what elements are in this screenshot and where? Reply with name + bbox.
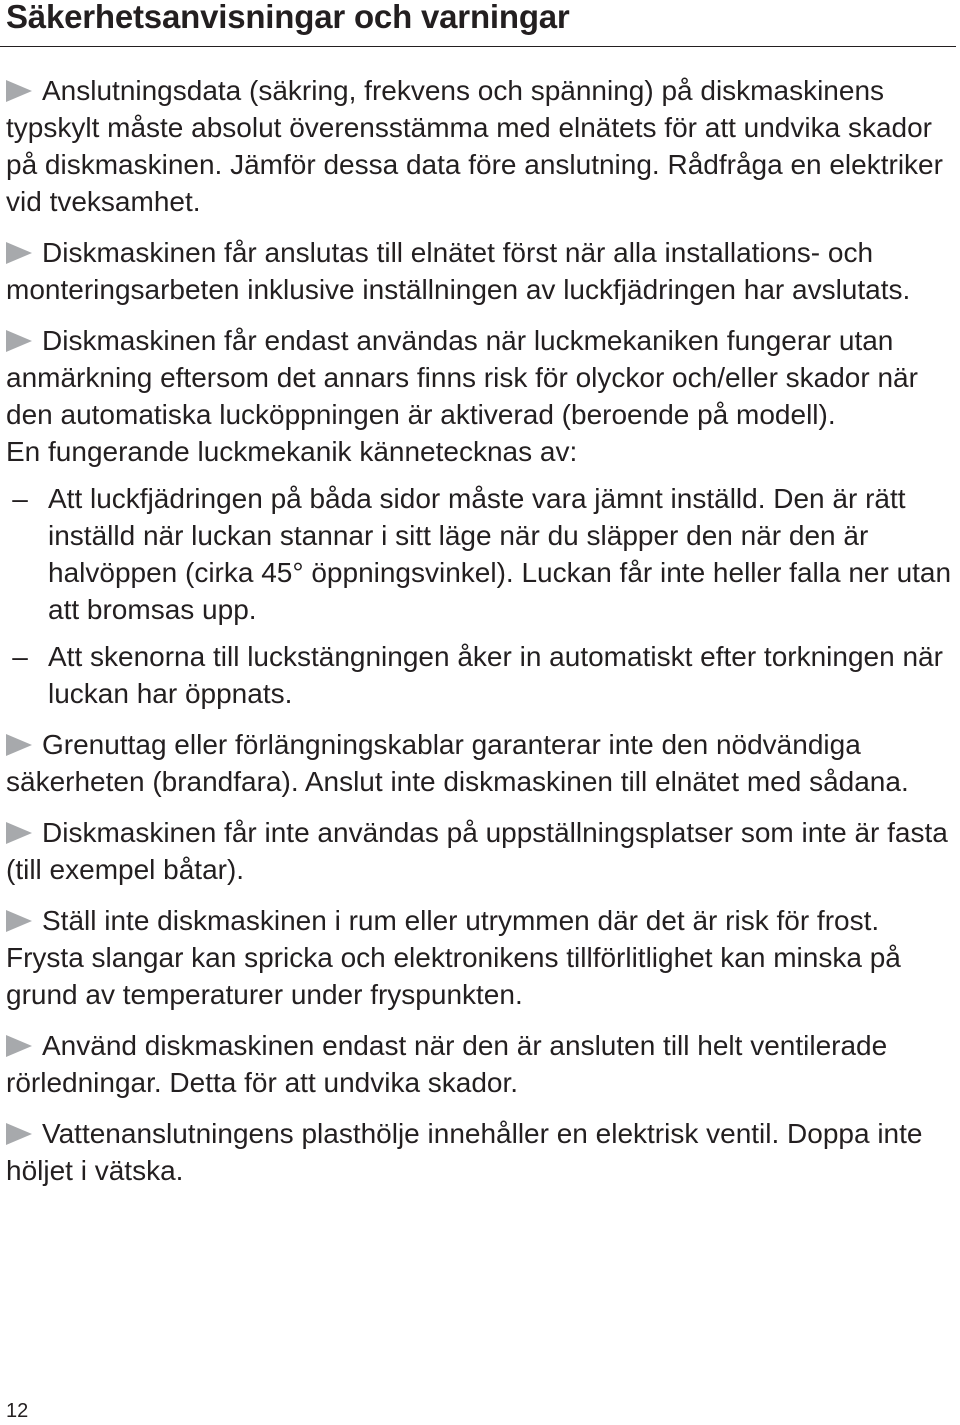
page-number: 12: [6, 1400, 29, 1422]
warning-paragraph: [6, 1115, 956, 1189]
warning-paragraph: [6, 322, 956, 433]
triangle-bullet-icon: [6, 330, 32, 352]
list-item: [6, 638, 956, 712]
main-content: [6, 72, 956, 1203]
warning-paragraph: [6, 814, 956, 888]
paragraph-text: Använd diskmaskinen endast när den är ansluten till helt ventilerade rörledningar. Detta för att undvika skador.: [6, 1030, 888, 1098]
paragraph-text: Vattenanslutningens plasthölje innehåller en elektrisk ventil. Doppa inte höljet i vätska.: [6, 1118, 923, 1186]
paragraph-text: Anslutningsdata (säkring, frekvens och spänning) på diskmaskinens typskylt måste absolut överensstämma med elnätets för att undvika skador på diskmaskinen. Jämför dessa data före anslutning. Rådfråga en elektriker vid tveksamhet.: [6, 75, 943, 217]
triangle-bullet-icon: [6, 822, 32, 844]
dash-bullet-icon: –: [12, 641, 28, 672]
paragraph-text: Diskmaskinen får inte användas på uppställningsplatser som inte är fasta (till exempel båtar).: [6, 817, 948, 885]
paragraph-text: Grenuttag eller förlängningskablar garanterar inte den nödvändiga säkerheten (brandfara). Anslut inte diskmaskinen till elnätet med sådana.: [6, 729, 909, 797]
list-item-text: Att skenorna till luckstängningen åker in automatiskt efter torkningen när luckan har öppnats.: [48, 641, 943, 709]
dash-bullet-icon: –: [12, 483, 28, 514]
door-mechanism-intro: En fungerande luckmekanik kännetecknas av:: [6, 436, 578, 467]
paragraph-text: Ställ inte diskmaskinen i rum eller utrymmen där det är risk för frost. Frysta slangar kan spricka och elektronikens tillförlitlighet kan minska på grund av temperaturer under fryspunkten.: [6, 905, 901, 1010]
warning-paragraph: [6, 234, 956, 308]
paragraph-text: Diskmaskinen får anslutas till elnätet först när alla installations- och monteringsarbeten inklusive inställningen av luckfjädringen har avslutats.: [6, 237, 911, 305]
warning-paragraph: [6, 726, 956, 800]
page-title: Säkerhetsanvisningar och varningar: [6, 0, 570, 35]
triangle-bullet-icon: [6, 1035, 32, 1057]
triangle-bullet-icon: [6, 242, 32, 264]
warning-paragraph: [6, 902, 956, 1013]
triangle-bullet-icon: [6, 80, 32, 102]
paragraph-text: Diskmaskinen får endast användas när luckmekaniken fungerar utan anmärkning eftersom det annars finns risk för olyckor och/eller skador när den automatiska lucköppningen är aktiverad (beroende på modell).: [6, 325, 918, 430]
triangle-bullet-icon: [6, 910, 32, 932]
warning-paragraph: [6, 72, 956, 220]
warning-paragraph: [6, 1027, 956, 1101]
triangle-bullet-icon: [6, 1123, 32, 1145]
triangle-bullet-icon: [6, 734, 32, 756]
title-divider: [0, 46, 956, 47]
list-item-text: Att luckfjädringen på båda sidor måste vara jämnt inställd. Den är rätt inställd när luckan stannar i sitt läge när du släpper den när den är halvöppen (cirka 45° öppningsvinkel). Luckan får inte heller falla ner utan att bromsas upp.: [48, 483, 952, 625]
list-item: [6, 480, 956, 628]
